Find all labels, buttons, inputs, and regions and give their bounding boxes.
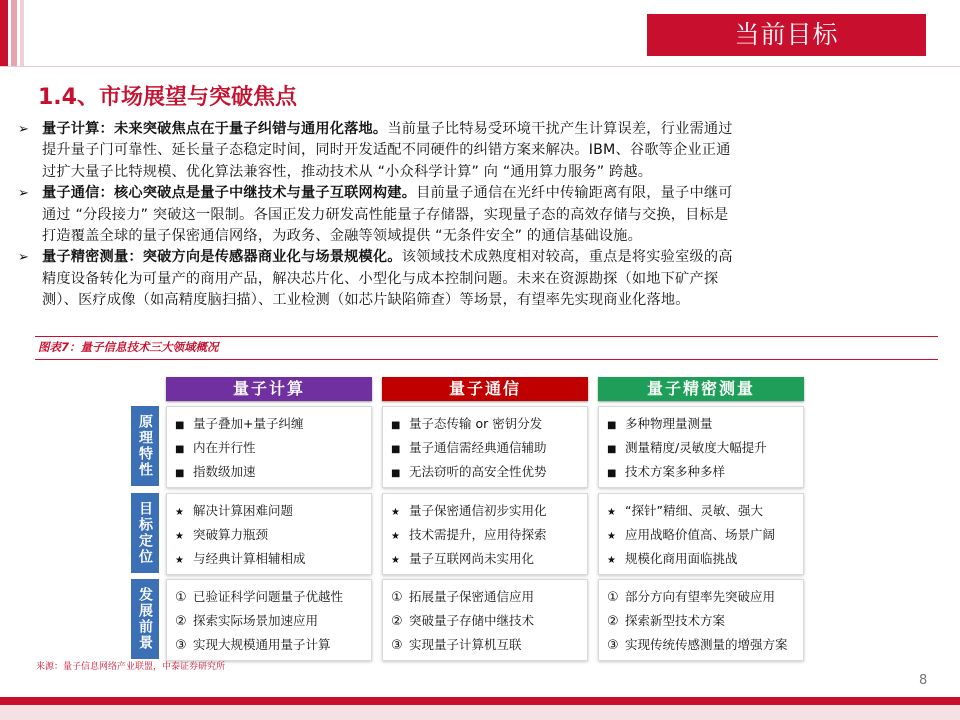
footer-band bbox=[0, 705, 960, 720]
section-title: 1.4、市场展望与突破焦点 bbox=[38, 85, 297, 110]
cell-item-text: 探索实际场景加速应用 bbox=[193, 613, 319, 628]
cell-item-text: 实现量子计算机互联 bbox=[409, 637, 522, 652]
cell-item-text: 实现大规模通用量子计算 bbox=[193, 637, 331, 652]
row-header bbox=[131, 579, 159, 659]
header-divider bbox=[0, 66, 960, 67]
star-bullet-icon: ★ bbox=[607, 531, 616, 542]
cell-item-text: 指数级加速 bbox=[193, 464, 256, 479]
number-bullet-icon: ② bbox=[175, 614, 187, 629]
table-cell bbox=[382, 493, 588, 575]
number-bullet-icon: ② bbox=[391, 614, 403, 629]
row-header-label: 发展前景 bbox=[137, 587, 153, 651]
bullet-text: 过扩大量子比特规模、优化算法兼容性，推动技术从 “小众科学计算” 向 “通用算力服务” 跨越。 bbox=[42, 163, 653, 180]
footer-bar bbox=[0, 697, 960, 705]
number-bullet-icon: ① bbox=[607, 590, 619, 605]
row-header-label: 目标定位 bbox=[137, 501, 153, 565]
star-bullet-icon: ★ bbox=[607, 507, 616, 518]
cell-item-text: 量子通信需经典通信辅助 bbox=[409, 440, 547, 455]
cell-item bbox=[391, 635, 522, 653]
cell-item bbox=[391, 462, 547, 480]
cell-item-text: 实现传统传感测量的增强方案 bbox=[625, 637, 788, 652]
square-bullet-icon: ■ bbox=[607, 420, 617, 431]
square-bullet-icon: ■ bbox=[391, 420, 401, 431]
figure-caption: 图表7：量子信息技术三大领域概况 bbox=[38, 340, 219, 354]
square-bullet-icon: ■ bbox=[175, 468, 185, 479]
bullet-list bbox=[18, 119, 953, 312]
star-bullet-icon: ★ bbox=[391, 555, 400, 566]
bullet-item bbox=[18, 119, 953, 183]
arrow-bullet-icon: ➢ bbox=[18, 122, 30, 137]
cell-item bbox=[607, 635, 788, 653]
cell-item bbox=[607, 525, 775, 543]
cell-item bbox=[607, 462, 725, 480]
cell-item bbox=[175, 438, 256, 456]
bullet-text: 目前量子通信在光纤中传输距离有限，量子中继可 bbox=[416, 185, 733, 202]
cell-item-text: 探索新型技术方案 bbox=[625, 613, 726, 628]
number-bullet-icon: ③ bbox=[391, 638, 403, 653]
bullet-lead: 量子精密测量：突破方向是传感器商业化与场景规模化。 bbox=[42, 249, 402, 266]
cell-item-text: 规模化商用面临挑战 bbox=[625, 551, 738, 566]
cell-item bbox=[391, 438, 547, 456]
star-bullet-icon: ★ bbox=[391, 531, 400, 542]
square-bullet-icon: ■ bbox=[391, 444, 401, 455]
table-cell bbox=[166, 406, 372, 488]
star-bullet-icon: ★ bbox=[391, 507, 400, 518]
cell-item-text: 拓展量子保密通信应用 bbox=[409, 589, 535, 604]
cell-item bbox=[391, 549, 534, 567]
column-header: 量子计算 bbox=[166, 377, 372, 401]
square-bullet-icon: ■ bbox=[607, 468, 617, 479]
bullet-text: 当前量子比特易受环境干扰产生计算误差，行业需通过 bbox=[387, 121, 733, 137]
cell-item-text: 量子互联网尚未实用化 bbox=[409, 551, 535, 566]
bullet-text: 通过 “分段接力” 突破这一限制。各国正发力研发高性能量子存储器，实现量子态的高效存储与交换，目标是 bbox=[42, 206, 729, 223]
cell-item-text: 应用战略价值高、场景广阔 bbox=[625, 527, 776, 542]
number-bullet-icon: ① bbox=[175, 590, 187, 605]
star-bullet-icon: ★ bbox=[175, 555, 184, 566]
cell-item bbox=[391, 414, 542, 432]
bullet-item bbox=[18, 247, 953, 311]
square-bullet-icon: ■ bbox=[391, 468, 401, 479]
cell-item-text: 解决计算困难问题 bbox=[193, 503, 294, 518]
bullet-lead: 量子通信：核心突破点是量子中继技术与量子互联网构建。 bbox=[42, 185, 417, 202]
header-tag: 当前目标 bbox=[647, 14, 926, 56]
table-cell bbox=[166, 493, 372, 575]
cell-item bbox=[175, 635, 331, 653]
cell-item bbox=[607, 549, 738, 567]
cell-item bbox=[175, 587, 343, 605]
cell-item-text: 已验证科学问题量子优越性 bbox=[193, 589, 344, 604]
row-header-label: 原理特性 bbox=[137, 414, 153, 478]
bullet-text: 精度设备转化为可量产的商用产品，解决芯片化、小型化与成本控制问题。未来在资源勘探（如地下矿产探 bbox=[42, 270, 719, 287]
cell-item bbox=[391, 587, 534, 605]
arrow-bullet-icon: ➢ bbox=[18, 186, 30, 202]
header-stripe bbox=[11, 0, 17, 66]
table-cell bbox=[598, 579, 804, 661]
cell-item bbox=[175, 549, 306, 567]
table-cell bbox=[598, 493, 804, 575]
number-bullet-icon: ③ bbox=[175, 638, 187, 653]
cell-item bbox=[175, 414, 303, 432]
source-note: 来源：量子信息网络产业联盟，中泰证券研究所 bbox=[36, 662, 226, 672]
bullet-text: 测）、医疗成像（如高精度脑扫描）、工业检测（如芯片缺陷筛查）等场景，有望率先实现商业化落地。 bbox=[42, 292, 690, 309]
star-bullet-icon: ★ bbox=[175, 531, 184, 542]
cell-item-text: 量子态传输 or 密钥分发 bbox=[409, 416, 543, 431]
number-bullet-icon: ② bbox=[607, 614, 619, 629]
cell-item bbox=[607, 414, 713, 432]
bullet-text: 提升量子门可靠性、延长量子态稳定时间，同时开发适配不同硬件的纠错方案来解决。IBM、谷歌等企业正通 bbox=[42, 142, 731, 159]
table-cell bbox=[166, 579, 372, 661]
square-bullet-icon: ■ bbox=[175, 444, 185, 455]
cell-item bbox=[175, 501, 293, 519]
row-header bbox=[131, 406, 159, 486]
number-bullet-icon: ① bbox=[391, 590, 403, 605]
column-header: 量子通信 bbox=[382, 377, 588, 401]
cell-item-text: 技术方案多种多样 bbox=[625, 464, 726, 479]
cell-item bbox=[607, 611, 725, 629]
cell-item-text: 量子保密通信初步实用化 bbox=[409, 503, 547, 518]
cell-item-text: 突破量子存储中继技术 bbox=[409, 613, 535, 628]
cell-item-text: 内在并行性 bbox=[193, 440, 256, 455]
column-header: 量子精密测量 bbox=[598, 377, 804, 401]
square-bullet-icon: ■ bbox=[607, 444, 617, 455]
star-bullet-icon: ★ bbox=[175, 507, 184, 518]
cell-item-text: 无法窃听的高安全性优势 bbox=[409, 464, 547, 479]
number-bullet-icon: ③ bbox=[607, 638, 619, 653]
bullet-text: 该领域技术成熟度相对较高，重点是将实验室级的高 bbox=[401, 249, 733, 266]
cell-item bbox=[175, 525, 268, 543]
cell-item-text: 测量精度/灵敏度大幅提升 bbox=[625, 440, 767, 455]
cell-item-text: 与经典计算相辅相成 bbox=[193, 551, 306, 566]
cell-item-text: 部分方向有望率先突破应用 bbox=[625, 589, 776, 604]
cell-item bbox=[391, 611, 534, 629]
header-stripe bbox=[20, 0, 24, 66]
cell-item-text: 多种物理量测量 bbox=[625, 416, 713, 431]
cell-item-text: “探针”精细、灵敏、强大 bbox=[625, 503, 763, 518]
cell-item bbox=[607, 501, 763, 519]
table-cell bbox=[382, 579, 588, 661]
cell-item-text: 量子叠加+量子纠缠 bbox=[193, 416, 304, 431]
table-cell bbox=[382, 406, 588, 488]
cell-item bbox=[607, 587, 775, 605]
cell-item bbox=[175, 611, 318, 629]
cell-item-text: 技术需提升，应用待探索 bbox=[409, 527, 547, 542]
cell-item bbox=[175, 462, 256, 480]
cell-item bbox=[607, 438, 767, 456]
bullet-lead: 量子计算：未来突破焦点在于量子纠错与通用化落地。 bbox=[42, 121, 388, 137]
page-number: 8 bbox=[919, 673, 928, 688]
arrow-bullet-icon: ➢ bbox=[18, 250, 30, 266]
cell-item bbox=[391, 525, 547, 543]
header-stripe bbox=[0, 0, 8, 66]
bullet-text: 打造覆盖全球的量子保密通信网络，为政务、金融等领域提供 “无条件安全” 的通信基础设施。 bbox=[42, 228, 643, 245]
star-bullet-icon: ★ bbox=[607, 555, 616, 566]
cell-item bbox=[391, 501, 547, 519]
row-header bbox=[131, 493, 159, 573]
square-bullet-icon: ■ bbox=[175, 420, 185, 431]
table-cell bbox=[598, 406, 804, 488]
bullet-item bbox=[18, 183, 953, 247]
cell-item-text: 突破算力瓶颈 bbox=[193, 527, 269, 542]
